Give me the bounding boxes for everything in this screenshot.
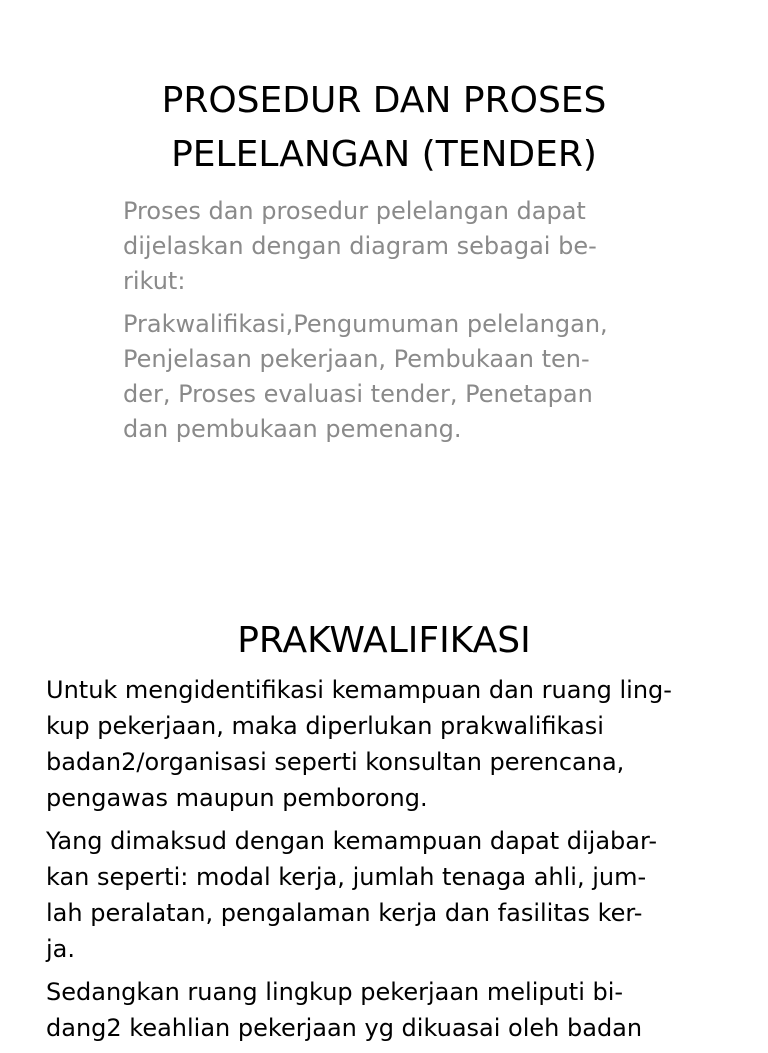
text-line: Proses dan prosedur pelelangan dapat [123,197,586,225]
body-paragraph [46,974,736,1046]
text-line: pengawas maupun pemborong. [46,784,428,812]
text-line: ja. [46,935,76,963]
slide-1-subtitle [123,194,658,455]
text-line: der, Proses evaluasi tender, Penetapan [123,380,593,408]
text-line: Prakwalifikasi,Pengumuman pelelangan, [123,310,608,338]
text-line: lah peralatan, pengalaman kerja dan fasilitas ker- [46,899,643,927]
text-line: dijelaskan dengan diagram sebagai be- [123,232,597,260]
text-line: rikut: [123,267,186,295]
text-line: badan2/organisasi seperti konsultan perencana, [46,748,625,776]
slide-2-title: PRAKWALIFIKASI [237,620,531,661]
text-line: Untuk mengidentifikasi kemampuan dan ruang ling- [46,676,672,704]
body-paragraph [46,672,736,816]
slide-1-title [0,74,768,182]
text-line: Sedangkan ruang lingkup pekerjaan meliputi bi- [46,978,624,1006]
slide-2-body [46,672,736,1053]
subtitle-paragraph [123,307,658,447]
text-line: kan seperti: modal kerja, jumlah tenaga ahli, jum- [46,863,647,891]
text-line: Penjelasan pekerjaan, Pembukaan ten- [123,345,590,373]
text-line: kup pekerjaan, maka diperlukan prakwalifikasi [46,712,604,740]
subtitle-paragraph [123,194,658,299]
slide-2 [0,560,768,1042]
text-line: dan pembukaan pemenang. [123,415,462,443]
text-line: dang2 keahlian pekerjaan yg dikuasai oleh badan [46,1014,643,1042]
text-line: Yang dimaksud dengan kemampuan dapat dijabar- [46,827,657,855]
title-line: PELELANGAN (TENDER) [171,134,597,175]
title-line: PROSEDUR DAN PROSES [161,80,607,121]
body-paragraph [46,823,736,967]
